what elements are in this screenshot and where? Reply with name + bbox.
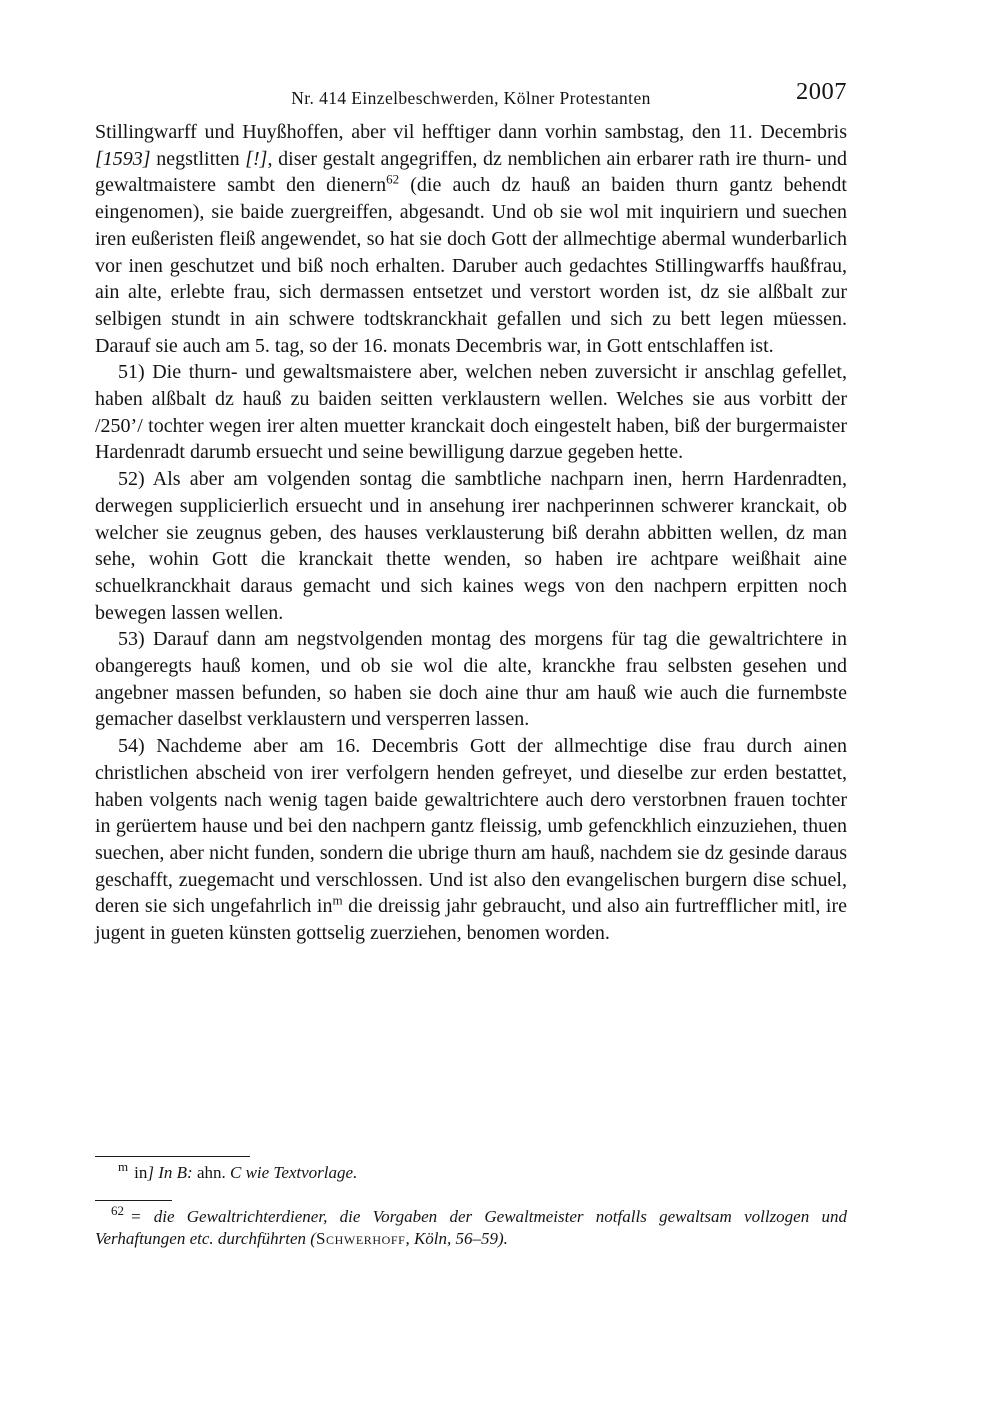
text-segment-roman: 54) Nachdeme aber am 16. Decembris Gott der allmechtige dise frau durch ainen christlichen abscheid von irer verfolgern henden gefreyet, und dieselbe zur erden bestattet, haben volgents nach wenig tagen baide gewaltrichtere auch dero verstorbnen frauen tochter in gerüertem hause und bei den nachpern gantz fleissig, umb gefenckhlich einzuziehen, thuen suechen, aber nicht funden, sondern die ubrige thurn am hauß, nachdem sie dz gesinde daraus geschafft, zuegemacht und verschlossen. Und ist also den evangelischen burgern dise schuel, deren sie sich ungefahrlich in bbox=[95, 735, 847, 918]
paragraph bbox=[95, 359, 847, 466]
text-segment-smallcaps: Schwerhoff bbox=[315, 1229, 406, 1248]
text-segment-italic: , Köln, 56–59). bbox=[405, 1229, 508, 1248]
text-segment-roman: , diser gestalt angegriffen, dz nemblichen ain erbarer rath ire thurn- und gewaltmaistere sambt den dienern bbox=[95, 147, 847, 197]
text-segment-italic: [!] bbox=[245, 147, 268, 170]
footnote-separator-apparatus bbox=[95, 1156, 250, 1157]
text-segment-roman: in bbox=[134, 1163, 148, 1182]
footnote-marker-m: m bbox=[118, 1159, 129, 1175]
text-segment-sup: m bbox=[332, 892, 343, 908]
page-number: 2007 bbox=[796, 78, 847, 105]
text-segment-roman: 51) Die thurn- und gewaltsmaistere aber, welchen neben zuversicht ir anschlag gefellet, haben alßbalt dz hauß zu baiden seitten verklaustern wellen. Welches sie aus vorbitt der /250’/ tochter wegen irer alten muetter kranckait doch eingestelt haben, biß der burgermaister Hardenradt darumb ersuecht und seine bewilligung darzue gegeben hette. bbox=[95, 361, 847, 464]
text-segment-roman: die dreissig jahr gebraucht, und also ain furtrefflicher mitl, ire jugent in gueten künsten gottselig zuerziehen, benomen worden. bbox=[95, 895, 847, 945]
paragraph bbox=[95, 733, 847, 947]
text-segment-italic: C wie Textvorlage. bbox=[229, 1163, 358, 1182]
text-segment-roman: (die auch dz hauß an baiden thurn gantz behendt eingenomen), sie baide zuergreiffen, abgesandt. Und ob sie wol mit inquiriern und suechen iren eußeristen fleiß angewendet, so hat sie doch Gott der allmechtige abermal wunderbarlich vor inen geschutzet und biß noch erhalten. Daruber auch gedachtes Stillingwarffs haußfrau, ain alte, erlebte frau, sich dermassen entsetzet und verstort worden ist, dz sie alßbalt zur selbigen stundt in ain schwere todtskranckhait gefallen und sich zu bett legen müessen. Darauf sie auch am 5. tag, so der 16. monats Decembris war, in Gott entschlaffen ist. bbox=[95, 174, 847, 357]
footnote-commentary bbox=[95, 1203, 847, 1250]
text-segment-roman: 53) Darauf dann am negstvolgenden montag des morgens für tag die gewaltrichtere in obangeregts hauß komen, und ob sie wol die alte, kranckhe frau selbsten gesehen und angebner massen befunden, so haben sie doch aine thur am hauß wie auch die furnembste gemacher daselbst verklaustern und versperren lassen. bbox=[95, 628, 847, 731]
page-header bbox=[95, 0, 847, 110]
footnote-commentary-text bbox=[95, 1207, 847, 1248]
paragraph bbox=[95, 119, 847, 359]
body-text bbox=[95, 119, 847, 947]
text-segment-italic: = die Gewaltrichterdiener, die Vorgaben der Gewaltmeister notfalls gewaltsam vollzogen und Verhaftungen etc. durchführten ( bbox=[95, 1207, 847, 1248]
footnote-apparatus-text bbox=[134, 1163, 357, 1182]
text-segment-sup: 62 bbox=[386, 171, 400, 187]
footnote-apparatus bbox=[95, 1159, 847, 1184]
running-title: Nr. 414 Einzelbeschwerden, Kölner Protestanten bbox=[291, 88, 651, 108]
text-segment-italic: ] In B: bbox=[147, 1163, 197, 1182]
footnote-marker-62: 62 bbox=[111, 1203, 124, 1219]
text-segment-roman: negstlitten bbox=[150, 147, 246, 170]
paragraph bbox=[95, 466, 847, 626]
text-segment-roman: 52) Als aber am volgenden sontag die sambtliche nachparn inen, herrn Hardenradten, derwegen supplicierlich ersuecht und in ansehung irer nachperinnen schwerer kranckait, ob welcher sie zeugnus geben, des hauses verklausterung biß derahn abbitten wellen, dz man sehe, wohin Gott die kranckait thette wenden, so haben ire achtpare weißhait aine schuelkranckhait daraus gemacht und sich kaines wegs von den nachpern erpitten noch bewegen lassen wellen. bbox=[95, 468, 847, 624]
text-segment-italic: [1593] bbox=[95, 147, 151, 170]
footnote-area bbox=[95, 1156, 847, 1250]
text-segment-roman: ahn. bbox=[196, 1163, 230, 1182]
footnote-separator-commentary bbox=[95, 1200, 172, 1201]
paragraph bbox=[95, 626, 847, 733]
text-segment-roman: Stillingwarff und Huyßhoffen, aber vil hefftiger dann vorhin sambstag, den 11. Decembris bbox=[95, 121, 847, 143]
